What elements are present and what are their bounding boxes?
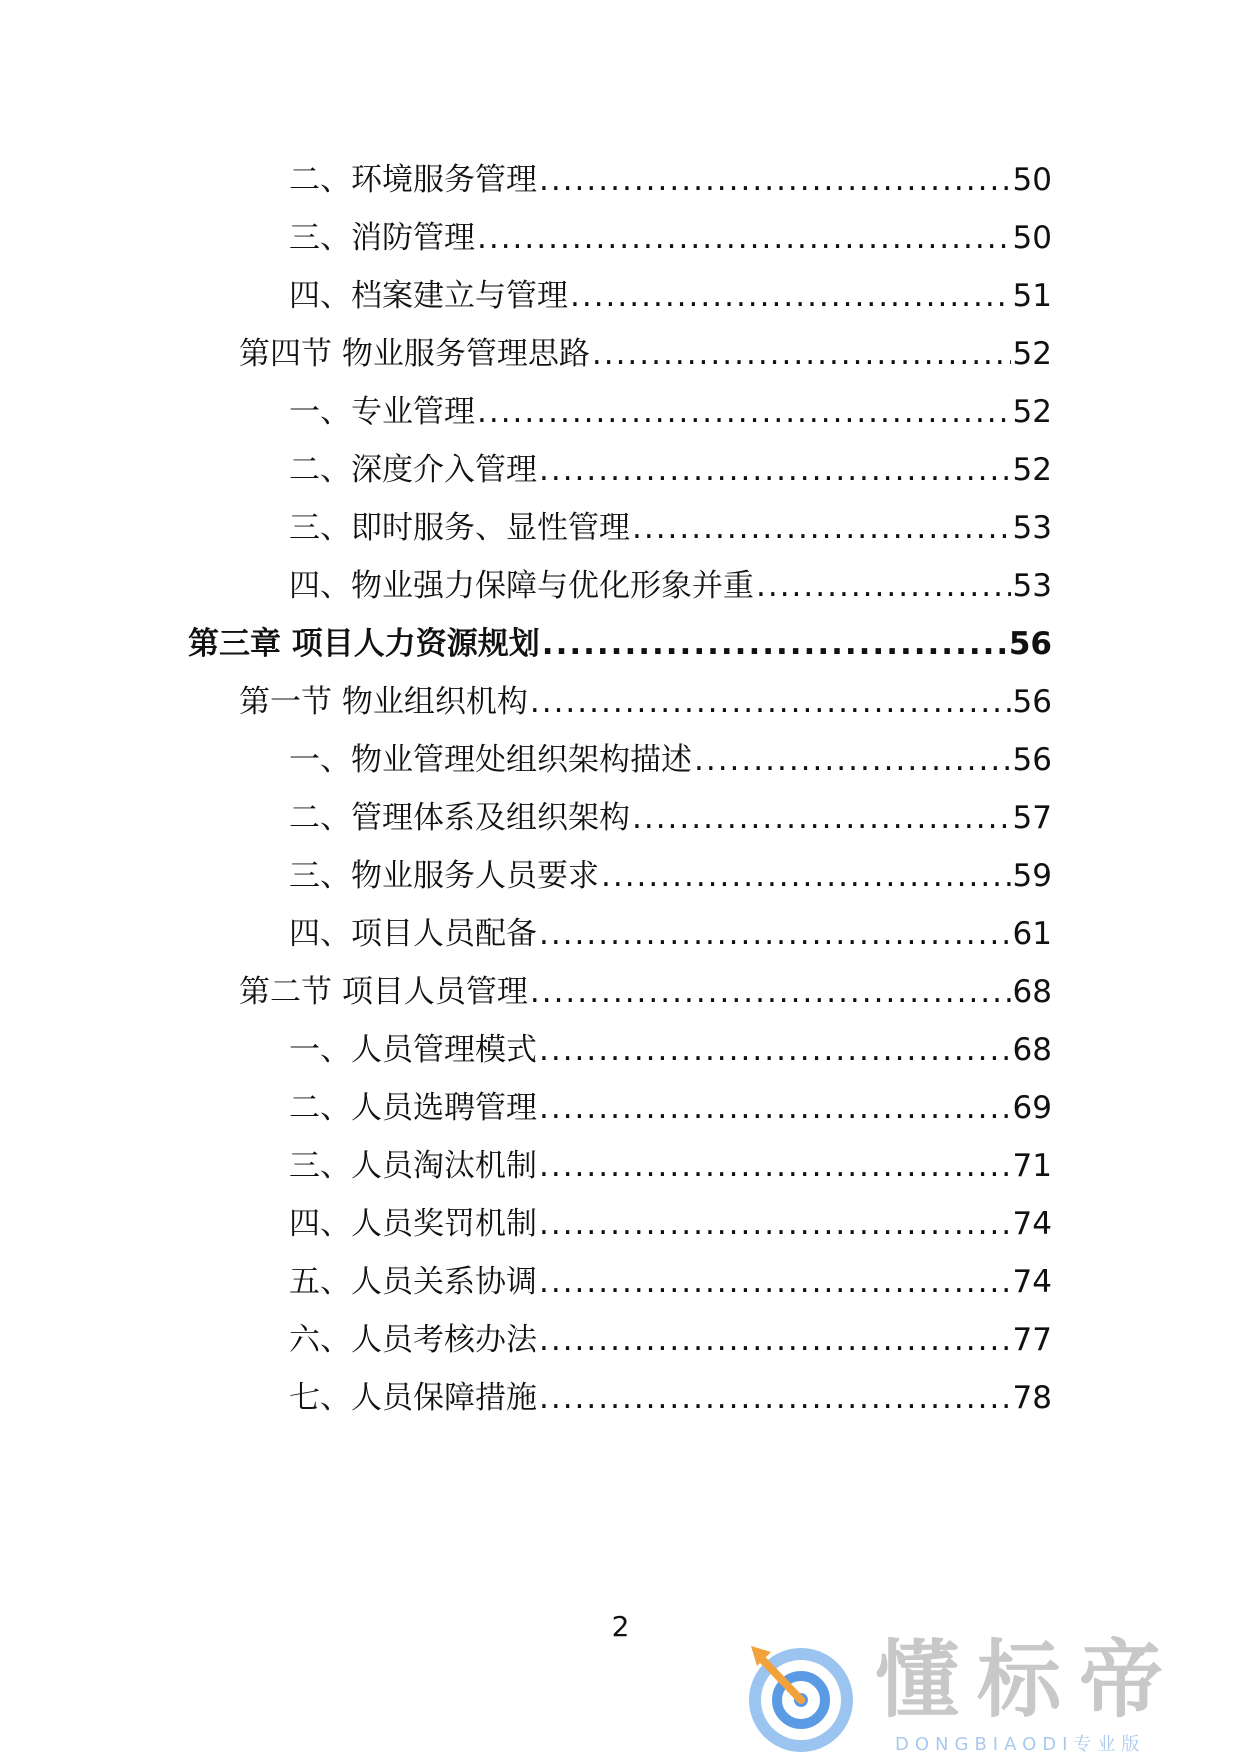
toc-entry[interactable]: [289, 1030, 1052, 1070]
toc-entry-title: 四、档案建立与管理: [289, 278, 568, 314]
toc-entry-title: 第二节 项目人员管理: [239, 974, 528, 1010]
toc-entry[interactable]: [289, 1378, 1052, 1418]
toc-entry[interactable]: [289, 160, 1052, 200]
toc-entry[interactable]: [289, 914, 1052, 954]
toc-entry-page: 57: [1012, 800, 1052, 836]
toc-entry-title: 第一节 物业组织机构: [239, 684, 528, 720]
toc-entry[interactable]: [289, 392, 1052, 432]
page-number: 2: [611, 1610, 630, 1643]
toc-entry-title: 五、人员关系协调: [289, 1264, 537, 1300]
toc-section-entry[interactable]: [239, 682, 1052, 722]
toc-entry-page: 52: [1012, 452, 1052, 488]
dot-leader: [592, 334, 1011, 374]
toc-entry-title: 第四节 物业服务管理思路: [239, 336, 590, 372]
toc-entry[interactable]: [289, 566, 1052, 606]
toc-entry-page: 52: [1012, 336, 1052, 372]
toc-entry[interactable]: [289, 218, 1052, 258]
toc-entry-title: 一、物业管理处组织架构描述: [289, 742, 692, 778]
dot-leader: [477, 392, 1011, 432]
toc-entry-title: 第三章 项目人力资源规划: [188, 626, 540, 662]
dot-leader: [694, 740, 1011, 780]
toc-entry-title: 二、人员选聘管理: [289, 1090, 537, 1126]
dot-leader: [756, 566, 1011, 606]
toc-entry-page: 69: [1012, 1090, 1052, 1126]
dot-leader: [539, 1204, 1011, 1244]
toc-entry-page: 53: [1012, 568, 1052, 604]
toc-entry[interactable]: [289, 1146, 1052, 1186]
toc-entry-title: 六、人员考核办法: [289, 1322, 537, 1358]
toc-entry-title: 七、人员保障措施: [289, 1380, 537, 1416]
toc-entry-page: 53: [1012, 510, 1052, 546]
toc-entry-page: 50: [1012, 162, 1052, 198]
dot-leader: [539, 1146, 1011, 1186]
dot-leader: [539, 1378, 1011, 1418]
toc-section-entry[interactable]: [239, 334, 1052, 374]
toc-entry[interactable]: [289, 508, 1052, 548]
dot-leader: [539, 160, 1011, 200]
dot-leader: [542, 624, 1007, 664]
toc-entry-title: 三、物业服务人员要求: [289, 858, 599, 894]
toc-entry-title: 一、人员管理模式: [289, 1032, 537, 1068]
toc-entry-page: 56: [1012, 684, 1052, 720]
toc-entry[interactable]: [289, 740, 1052, 780]
dot-leader: [632, 508, 1011, 548]
dot-leader: [632, 798, 1011, 838]
toc-entry[interactable]: [289, 276, 1052, 316]
brand-name: 懂标帝: [875, 1631, 1182, 1729]
toc-entry[interactable]: [289, 1262, 1052, 1302]
toc-entry-title: 二、深度介入管理: [289, 452, 537, 488]
toc-entry-page: 74: [1012, 1264, 1052, 1300]
toc-entry-page: 61: [1012, 916, 1052, 952]
toc-entry-page: 68: [1012, 974, 1052, 1010]
toc-entry-title: 四、物业强力保障与优化形象并重: [289, 568, 754, 604]
toc-entry-title: 四、人员奖罚机制: [289, 1206, 537, 1242]
toc-entry[interactable]: [289, 1320, 1052, 1360]
toc-entry-title: 三、消防管理: [289, 220, 475, 256]
brand-subtitle: DONGBIAODI专业版: [895, 1734, 1146, 1755]
toc-entry-title: 二、环境服务管理: [289, 162, 537, 198]
dot-leader: [539, 1030, 1011, 1070]
dot-leader: [530, 972, 1011, 1012]
toc-entry-page: 71: [1012, 1148, 1052, 1184]
toc-section-entry[interactable]: [239, 972, 1052, 1012]
toc-entry-page: 51: [1012, 278, 1052, 314]
toc-entry-page: 50: [1012, 220, 1052, 256]
toc-entry[interactable]: [289, 450, 1052, 490]
toc-entry-page: 74: [1012, 1206, 1052, 1242]
dot-leader: [570, 276, 1011, 316]
target-arrow-icon: [745, 1640, 857, 1752]
toc-entry-page: 68: [1012, 1032, 1052, 1068]
dot-leader: [539, 1320, 1011, 1360]
dot-leader: [539, 450, 1011, 490]
toc-chapter-entry[interactable]: [188, 624, 1052, 664]
toc-entry-page: 77: [1012, 1322, 1052, 1358]
toc-entry[interactable]: [289, 798, 1052, 838]
dot-leader: [530, 682, 1011, 722]
toc-entry-page: 52: [1012, 394, 1052, 430]
toc-entry-title: 一、专业管理: [289, 394, 475, 430]
toc-entry-title: 二、管理体系及组织架构: [289, 800, 630, 836]
dot-leader: [477, 218, 1011, 258]
toc-entry-page: 59: [1012, 858, 1052, 894]
toc-entry-page: 56: [1008, 626, 1052, 662]
dot-leader: [539, 1262, 1011, 1302]
toc-entry[interactable]: [289, 856, 1052, 896]
dot-leader: [539, 1088, 1011, 1128]
dot-leader: [539, 914, 1011, 954]
toc-entry-page: 56: [1012, 742, 1052, 778]
toc-entry[interactable]: [289, 1088, 1052, 1128]
dot-leader: [601, 856, 1011, 896]
toc-entry-title: 三、即时服务、显性管理: [289, 510, 630, 546]
toc-entry-page: 78: [1012, 1380, 1052, 1416]
brand-watermark: [745, 1630, 1235, 1754]
toc-entry-title: 三、人员淘汰机制: [289, 1148, 537, 1184]
toc-entry[interactable]: [289, 1204, 1052, 1244]
toc-entry-title: 四、项目人员配备: [289, 916, 537, 952]
